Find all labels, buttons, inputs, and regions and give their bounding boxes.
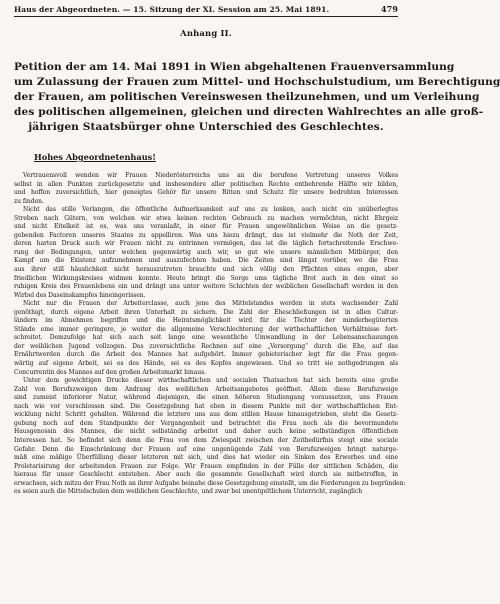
paragraph-line: deren harten Druck auch wir Frauen nicht zu entrinnen vermögen, das ist die täglich fortschreitende Erschwe-	[14, 240, 398, 248]
paragraph	[14, 300, 398, 377]
paragraph-line: Concurrentin des Mannes auf den großen Arbeitsmarkt hinaus.	[14, 368, 207, 376]
header-title: Haus der Abgeordneten. — 15. Sitzung der XI. Session am 25. Mai 1891.	[14, 5, 330, 14]
paragraph-line: Ernährtwerden durch die Arbeit des Mannes hat aufgehört. Immer gebieterischer legt für die Frau gegen-	[14, 351, 398, 359]
page-number: 479	[381, 4, 398, 14]
paragraph-line: gebung noch auf dem Standpunkte der Vergangenheit und betrachtet die Frau noch als die bevormundete	[14, 419, 398, 427]
petition-title-line: des politischen allgemeinen, gleichen und directen Wahlrechtes an alle groß-	[14, 106, 484, 118]
paragraph-line: wicklung nicht Schritt gehalten. Während die letztere uns aus dem stillen Hause hinausgetrieben, steht die Gesetz-	[14, 411, 398, 419]
paragraph-line: sind zumeist inferiorer Natur, während diejenigen, die einen höheren Studiengang voraussetzen, uns Frauen	[14, 394, 398, 402]
paragraph-line: erwachsen, sich mitzu der Frau Noth an ihrer Aufgabe beinahe diese Gesetzgebung einstellt, um die Forderungen zu begründen:	[14, 479, 406, 487]
petition-title	[14, 60, 500, 135]
paragraph-line: hieraus für unser Geschlecht entstehen. Aber auch die gesammte Gesellschaft wird durch sie mitbetroffen, in	[14, 471, 398, 479]
petition-title-line: um Zulassung der Frauen zum Mittel- und Hochschulstudium, um Berechtigung	[14, 76, 500, 88]
paragraph-line: Proletarisirung der arbeitenden Frauen zur Folge. Wir Frauen empfinden in der Fülle der sittlichen Schäden, die	[14, 462, 398, 470]
body-text	[14, 172, 406, 497]
paragraph-line: Nicht das stille Verlangen, die öffentliche Aufmerksamkeit auf uns zu lenken, auch nicht ein unüberlegtes	[23, 206, 398, 214]
paragraph-line: Hausgenossin des Mannes, die nicht selbständig arbeitet und daher auch keine selbständigen öffentlichen	[14, 428, 398, 436]
paragraph-line: Nicht nur die Frauen der Arbeiterclasse, auch jene des Mittelstandes werden in stets wachsender Zahl	[23, 300, 398, 308]
paragraph-line: selbst in allen Punkten zurückgesetzte und insbesondere aller politischen Rechte entbehrende Hälfte wir bilden,	[14, 180, 398, 188]
appendix-heading: Anhang II.	[180, 28, 232, 38]
paragraph	[14, 377, 406, 497]
paragraph-line: Vertrauensvoll wenden wir Frauen Niederösterreichs uns an die berufene Vertretung unseres Volkes	[23, 172, 398, 179]
paragraph-line: ruhigen Kreis des Frauenlebens ein und drängt uns unter weitere Schichten der weiblichen Gesellschaft werden in den	[14, 283, 398, 291]
paragraph-line: Wirbel des Daseinskampfes hineingerissen.	[14, 291, 146, 299]
petition-title-line: jährigen Staatsbürger ohne Unterschied des Geschlechtes.	[28, 121, 384, 133]
paragraph	[14, 206, 398, 300]
paragraph-line: schreitet. Demzufolge hat sich auch seit lange eine wesentliche Umwandlung in der Lebensanschauungen	[14, 334, 398, 342]
header-rule	[14, 16, 398, 17]
paragraph-line: Stände eine immer geringere, je weiter die allgemeine Verschlechterung der wirthschaftlichen Verhältnisse fort-	[14, 325, 398, 333]
paragraph-line: aus ihrer still häuslichkeit nicht herauszutreten brauchte und sich völlig den Pflichten eines engen, aber	[14, 266, 398, 274]
paragraph-line: Zahl von Berufszweigen dem Andrang des weiblichen Arbeitsangebotes geöffnet. Allein diese Berufszweige	[14, 385, 398, 393]
paragraph-line: rung der Bedingungen, unter welchen gegenwärtig auch wir, so gut wie unsere männlichen Mitbürger, den	[14, 248, 398, 256]
paragraph-line: zu finden.	[14, 197, 44, 205]
paragraph-line: Kampf um die Existenz aufzunehmen und auszufechten haben. Die Zeiten sind längst vorüber, wo die Frau	[14, 257, 398, 265]
petition-title-line: der Frauen, am politischen Vereinswesen theilzunehmen, und um Verleihung	[14, 91, 480, 103]
paragraph-line: gebenden Factoren unseres Staates zu appelliren. Was uns hiezu drängt, das ist vielmehr die Noth der Zeit,	[14, 231, 398, 239]
paragraph-line: Gefahr. Denn die Einschränkung der Frauen auf eine ungenügende Zahl von Berufszweigen bringt naturge-	[14, 445, 398, 453]
paragraph-line: genöthigt, durch eigene Arbeit ihren Unterhalt zu sichern. Die Zahl der Eheschließungen ist in allen Cultur-	[14, 308, 398, 316]
paragraph-line: friedlichen Wirkungskreises widmen konnte. Heute bringt die Sorge ums tägliche Brot auch in den einst so	[14, 274, 398, 282]
paragraph-line: ländern im Abnehmen begriffen und die Heiratsmöglichkeit wird für die Töchter der minderbegüterten	[14, 317, 398, 325]
paragraph-line: nach wie vor verschlossen sind. Die Gesetzgebung hat eben in diesem Punkte mit der wirthschaftlichen Ent-	[14, 402, 398, 410]
paragraph-line: mäß eine mäßige Überfüllung dieser letzteren mit sich, und dies hat wieder ein Sinken des Erwerbes und eine	[14, 454, 398, 462]
paragraph-line: der weiblichen Jugend vollzogen. Das zuversichtliche Rechnen auf eine „Versorgung“ durch die Ehe, auf das	[14, 342, 398, 350]
paragraph-line: Streben nach Gütern, von welchen wir etwa keinen rechten Gebrauch zu machen vermöchten, nicht Ehrgeiz	[14, 214, 398, 222]
salutation: Hohes Abgeordnetenhaus!	[34, 152, 156, 162]
petition-title-line: Petition der am 14. Mai 1891 in Wien abgehaltenen Frauenversammlung	[14, 61, 455, 73]
paragraph-line: und nicht Eitelkeit ist es, was uns veranlaßt, in einer für Frauen ungewöhnlichen Weise an die gesetz-	[14, 223, 398, 231]
paragraph-line: wärtig auf eigene Arbeit, sei es des Hände, sei es des Kopfes angewiesen. Und so tritt sie nothgedrungen als	[14, 360, 398, 368]
paragraph-line: Unter dem gewichtigen Drucke dieser wirthschaftlichen und socialen Thatsachen hat sich bereits eine große	[23, 377, 398, 385]
paragraph-line: es seien auch die Mittelschulen dem weiblichen Geschlechte, und zwar bei unentgeltlichem Unterricht, zugänglich	[14, 488, 363, 496]
running-header	[14, 4, 398, 14]
paragraph	[14, 172, 398, 206]
paragraph-line: und hoffen zuversichtlich, hier geneigtes Gehör für unsere Bitten und Schutz für unsere bedrohten Interessen	[14, 189, 398, 197]
paragraph-line: Interessen hat. So befindet sich denn die Frau von dem Zwiespalt zwischen der Zeitbedürfnis steigt eine sociale	[14, 436, 398, 444]
